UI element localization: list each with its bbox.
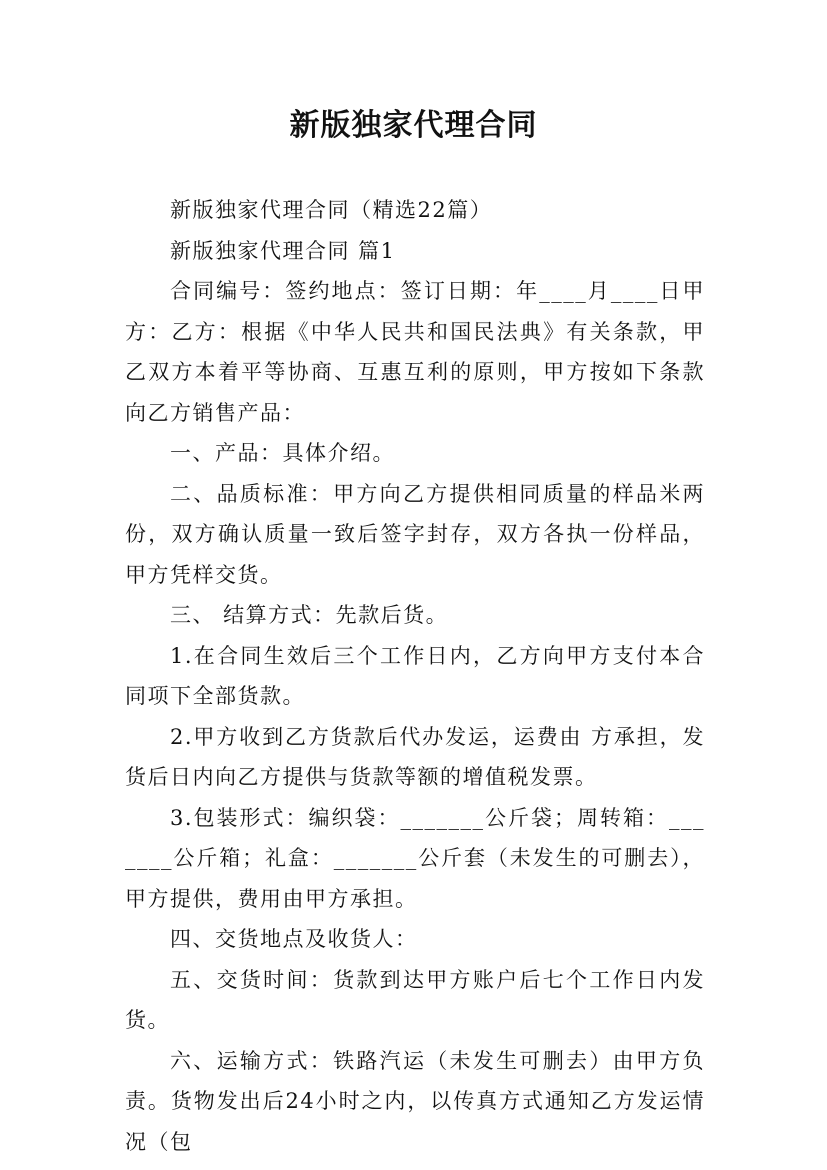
paragraph-section-heading: 新版独家代理合同 篇1 bbox=[170, 238, 396, 263]
paragraph-item-2: 2.甲方收到乙方货款后代办发运，运费由 方承担，发货后日内向乙方提供与货款等额的增值税发票。 bbox=[125, 724, 705, 789]
paragraph-transport: 六、运输方式：铁路汽运（未发生可删去）由甲方负责。货物发出后24小时之内，以传真方式通知乙方发运情况（包 bbox=[125, 1048, 705, 1154]
paragraph-product: 一、产品：具体介绍。 bbox=[170, 441, 395, 465]
paragraph-item-3: 3.包装形式：编织袋：_______公斤袋；周转箱：_______公斤箱；礼盒：_______公斤套（未发生的可删去），甲方提供，费用由甲方承担。 bbox=[125, 805, 705, 911]
paragraph-settlement: 三、 结算方式：先款后货。 bbox=[170, 603, 449, 627]
paragraph-subtitle: 新版独家代理合同（精选22篇） bbox=[170, 198, 493, 222]
document-title: 新版独家代理合同 bbox=[289, 108, 538, 143]
paragraph-item-1: 1.在合同生效后三个工作日内，乙方向甲方支付本合同项下全部货款。 bbox=[125, 643, 705, 708]
paragraph-quality-standard: 二、品质标准：甲方向乙方提供相同质量的样品米两份，双方确认质量一致后签字封存，双方各执一份样品，甲方凭样交货。 bbox=[125, 481, 705, 587]
paragraph-contract-intro: 合同编号：签约地点：签订日期：年____月____日甲方：乙方：根据《中华人民共和国民法典》有关条款，甲乙双方本着平等协商、互惠互利的原则，甲方按如下条款向乙方销售产品： bbox=[125, 279, 705, 425]
paragraph-delivery-location: 四、交货地点及收货人： bbox=[170, 927, 418, 951]
document-body bbox=[125, 190, 705, 1162]
paragraph-delivery-time: 五、交货时间：货款到达甲方账户后七个工作日内发货。 bbox=[125, 967, 705, 1032]
